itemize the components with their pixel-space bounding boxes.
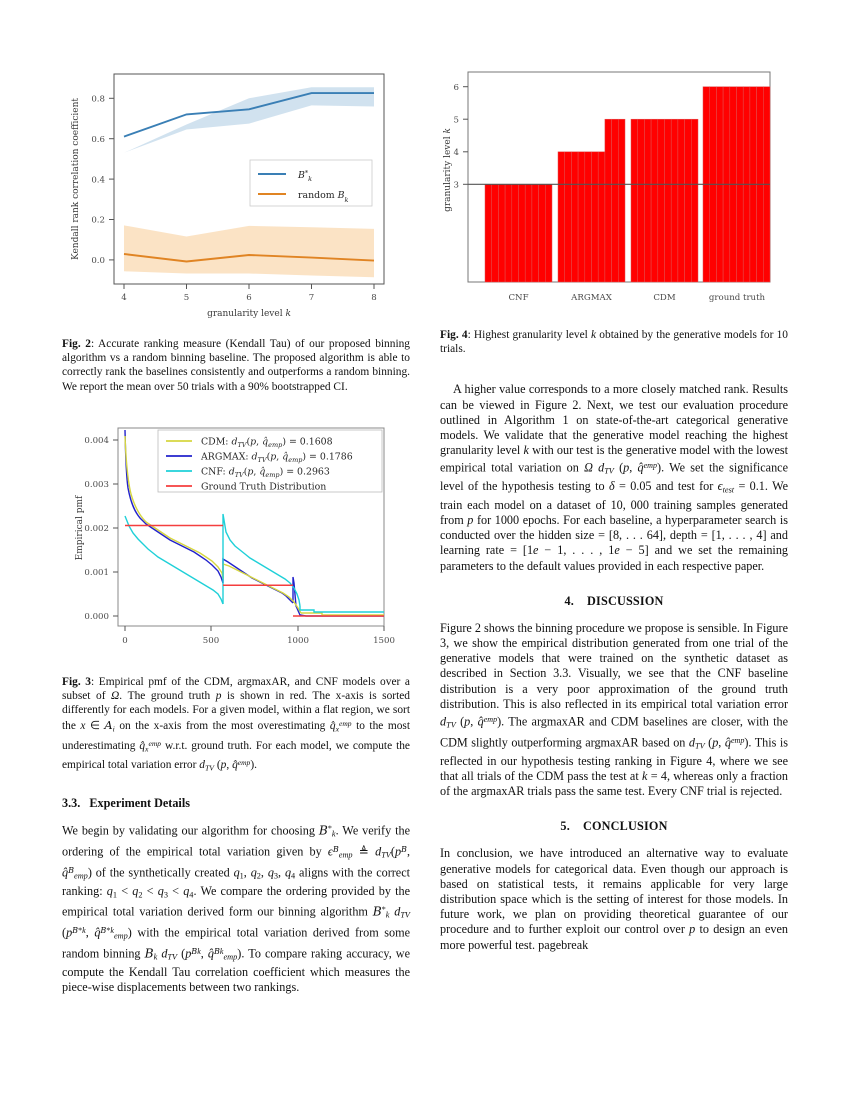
fig4-bar	[592, 152, 599, 282]
figure-2-plot	[62, 60, 410, 325]
discussion-paragraph: Figure 2 shows the binning procedure we propose is sensible. In Figure 3, we show the empirical distribution generated from one trial of the generative models that were trained on the synthetic dataset as described in Section 3.3. Visually, we see that the CNF baseline distribution is a very poor approximation of the ground truth distribution. This is also reflected in its empirical total variation error $d_{TV}$ (p, q̂$^{emp}$). The argmaxAR and CDM baselines are closer, with the CDM slightly outperforming argmaxAR based on $d_{TV}$ (p, q̂$^{emp}$). This is reflected in our hypothesis testing ranking in Figure 4, where we see that all trials of the CDM pass the test at k = 4, whereas only a fraction of the argmaxAR trials pass the same test. Every CNF trial is rejected.	[440, 620, 789, 799]
fig4-bar	[492, 184, 499, 282]
conclusion-number: 5.	[560, 819, 570, 834]
fig2-legend-label-bstar: $B^*_k$	[298, 169, 313, 183]
fig4-bar	[685, 119, 692, 282]
fig2-xlabel: granularity level k	[207, 309, 291, 319]
fig3-legend-label-cdm: CDM: $d_{TV}(p$, $q̂_{emp}) = 0.1608$	[201, 436, 333, 449]
fig4-ylabel: granularity level k	[443, 128, 453, 212]
fig4-x-category-labels	[508, 293, 765, 303]
figure-3	[62, 420, 410, 665]
fig4-bar	[605, 119, 612, 282]
fig4-bar	[578, 152, 585, 282]
discussion-number: 4.	[564, 593, 575, 608]
fig3-y-ticks	[84, 436, 118, 622]
fig3-legend	[158, 430, 382, 493]
svg-text:0.4: 0.4	[91, 175, 105, 186]
svg-text:0: 0	[122, 635, 128, 646]
section-heading-experiment-details	[62, 796, 410, 811]
fig4-category-label: CDM	[653, 293, 676, 303]
svg-text:0.0: 0.0	[91, 256, 105, 267]
fig4-bar-group-cdm	[631, 119, 698, 282]
figure-4-plot	[440, 60, 788, 318]
fig3-legend-label-cnf: CNF: $d_{TV}(p$, $q̂_{emp}) = 0.2963$	[201, 466, 330, 479]
svg-text:0.000: 0.000	[84, 611, 109, 622]
fig4-bar	[631, 119, 638, 282]
svg-text:0.002: 0.002	[84, 523, 109, 534]
fig4-bar	[498, 184, 505, 282]
svg-text:4: 4	[121, 293, 127, 303]
fig3-legend-label-argmax: ARGMAX: $d_{TV}(p$, $q̂_{emp}) = 0.1786$	[201, 451, 353, 464]
conclusion-title: CONCLUSION	[582, 819, 668, 834]
conclusion-paragraph: In conclusion, we have introduced an alternative way to evaluate generative models for categorical data. Even though our approach is based on statistical tests, it remains applicable for very large distribution space which is the setting of interest for those models. In future work, we plan on providing theoretical guarantee of our procedure and to further exploit our control over p to design an even more powerful test. pagebreak	[440, 846, 788, 952]
experiment-details-number: 3.3.	[62, 795, 81, 810]
fig4-bar	[558, 152, 565, 282]
fig4-category-label: ARGMAX	[571, 293, 612, 303]
svg-text:5: 5	[453, 115, 459, 126]
fig4-bar	[691, 119, 698, 282]
fig4-bar	[525, 184, 532, 282]
svg-text:7: 7	[308, 293, 315, 303]
fig4-bar	[612, 119, 619, 282]
fig4-bar	[505, 184, 512, 282]
fig3-x-ticks	[122, 626, 395, 646]
experiment-details-title: Experiment Details	[89, 795, 190, 810]
svg-text:3: 3	[453, 180, 459, 191]
fig2-ylabel: Kendall rank correlation coefficient	[71, 97, 81, 261]
svg-text:500: 500	[202, 635, 220, 646]
fig4-bar	[651, 119, 658, 282]
right-column	[440, 60, 788, 953]
svg-text:0.004: 0.004	[84, 435, 109, 446]
svg-text:4: 4	[453, 147, 459, 158]
results-paragraph: A higher value corresponds to a more closely matched rank. Results can be viewed in Figure 2. Next, we test our evaluation procedure outlined in Algorithm 1 on state-of-the-art categorical generative models. We validate that the generative model reaching the highest granularity level k with our test is the generative model with the lowest empirical total variation on Ω $d_{TV}$ (p, q̂$^{emp}$). We set the significance level of the hypothesis testing to δ = 0.05 and test for $\epsilon_{test} = 0.1$. We train each model on a dataset of 10, 000 training samples generated from p for 1000 epochs. For each baseline, a hyperparameter search is conducted over the hidden size = [8, . . . 64], depth = [1, . . . , 4] and learning rate = [1e − 1, . . . , 1e − 5] and we set the remaining parameters to the default values provided in each respective paper.	[440, 382, 789, 573]
fig4-bar	[665, 119, 672, 282]
figure-2	[62, 60, 410, 325]
fig4-bar	[598, 152, 605, 282]
fig4-bar	[565, 152, 572, 282]
svg-text:6: 6	[453, 82, 459, 93]
section-heading-conclusion	[440, 819, 788, 834]
fig4-bar	[678, 119, 685, 282]
fig4-bar	[519, 184, 526, 282]
svg-text:0.6: 0.6	[91, 134, 105, 145]
figure-3-label: Fig. 3	[62, 675, 91, 688]
fig4-bar	[638, 119, 645, 282]
figure-2-caption: Fig. 2: Accurate ranking measure (Kendall Tau) of our proposed binning algorithm vs a random binning baseline. The proposed algorithm is able to correctly rank the baselines consistently and outperforms a random binning. We report the mean over 50 trials with a 90% bootstrapped CI.	[62, 338, 410, 393]
svg-text:0.001: 0.001	[84, 567, 109, 578]
figure-4	[440, 60, 788, 318]
figure-3-plot	[62, 420, 410, 665]
fig3-legend-label-ground-truth: Ground Truth Distribution	[201, 481, 327, 493]
fig4-bar	[671, 119, 678, 282]
fig4-bar	[644, 119, 651, 282]
fig4-bar	[512, 184, 519, 282]
svg-text:0.8: 0.8	[91, 94, 105, 105]
figure-2-caption-text: Accurate ranking measure (Kendall Tau) of our proposed binning algorithm vs a random binning baseline. The proposed algorithm is able to correctly rank the baselines consistently and outperforms a random binning. We report the mean over 50 trials with a 90% bootstrapped CI.	[62, 338, 410, 393]
fig4-bar	[658, 119, 665, 282]
fig4-bar	[571, 152, 578, 282]
fig2-legend	[250, 160, 372, 206]
fig3-ylabel: Empirical pmf	[75, 495, 85, 561]
experiment-details-paragraph: We begin by validating our algorithm for choosing $B^*_k$. We verify the ordering of the empirical total variation given by $\epsilon^B_{emp}$ ≜ $d_{TV}(p^B$, q̂$^B_{emp}$) of the synthetically created $q_1$, $q_2$, $q_3$, $q_4$ aligns with the correct ranking: $q_1 < q_2 < q_3 < q_4$. We compare the ordering provided by the empirical total variation derived form our binning algorithm $B^*_k$ $d_{TV}$ ($p^{B*k}$, q̂$^{B*k}_{emp}$) with the empirical total variation derived from some random binning $B_k$ $d_{TV}$ ($p^{Bk}$, q̂$^{Bk}_{emp}$). To compare raking accuracy, we compute the Kendall Tau correlation coefficient which measures the piece-wise displacements between two rankings.	[62, 823, 411, 995]
fig2-band-random	[124, 225, 374, 277]
fig4-bar	[539, 184, 546, 282]
svg-text:6: 6	[246, 293, 252, 303]
figure-2-label: Fig. 2	[62, 338, 91, 350]
svg-text:8: 8	[371, 293, 377, 303]
figure-4-caption: Fig. 4: Highest granularity level k obtained by the generative models for 10 trials.	[440, 329, 788, 356]
fig2-x-ticks	[121, 284, 376, 303]
left-column	[62, 60, 410, 995]
fig4-category-label: ground truth	[708, 293, 766, 303]
svg-text:1000: 1000	[287, 635, 309, 646]
fig4-category-label: CNF	[508, 293, 529, 303]
svg-text:5: 5	[183, 293, 190, 303]
svg-text:1500: 1500	[373, 635, 395, 646]
fig4-bar	[545, 184, 552, 282]
svg-text:0.2: 0.2	[91, 215, 105, 226]
fig4-bar	[618, 119, 625, 282]
fig4-y-ticks	[454, 83, 468, 191]
discussion-title: DISCUSSION	[587, 593, 664, 608]
svg-text:0.003: 0.003	[84, 479, 109, 490]
fig4-bar-group-cnf	[485, 184, 552, 282]
section-heading-discussion	[440, 594, 788, 609]
figure-3-caption: Fig. 3: Empirical pmf of the CDM, argmaxAR, and CNF models over a subset of Ω. The ground truth p is shown in red. The x-axis is sorted differently for each models. For a given model, within a flat region, we sort the x ∈ $A_i$ on the x-axis from the most overestimating $q̂_x^{emp}$ to the most underestimating $q̂_x^{emp}$ w.r.t. ground truth. For each model, we compute the empirical total variation error $d_{TV}$ (p, q̂$^{emp}$).	[62, 675, 410, 773]
fig4-bar	[485, 184, 492, 282]
fig2-y-ticks	[91, 95, 114, 267]
fig2-legend-label-random: random $B_k$	[298, 190, 349, 204]
fig4-bar	[532, 184, 539, 282]
fig4-bar	[585, 152, 592, 282]
figure-4-label: Fig. 4	[440, 329, 468, 341]
